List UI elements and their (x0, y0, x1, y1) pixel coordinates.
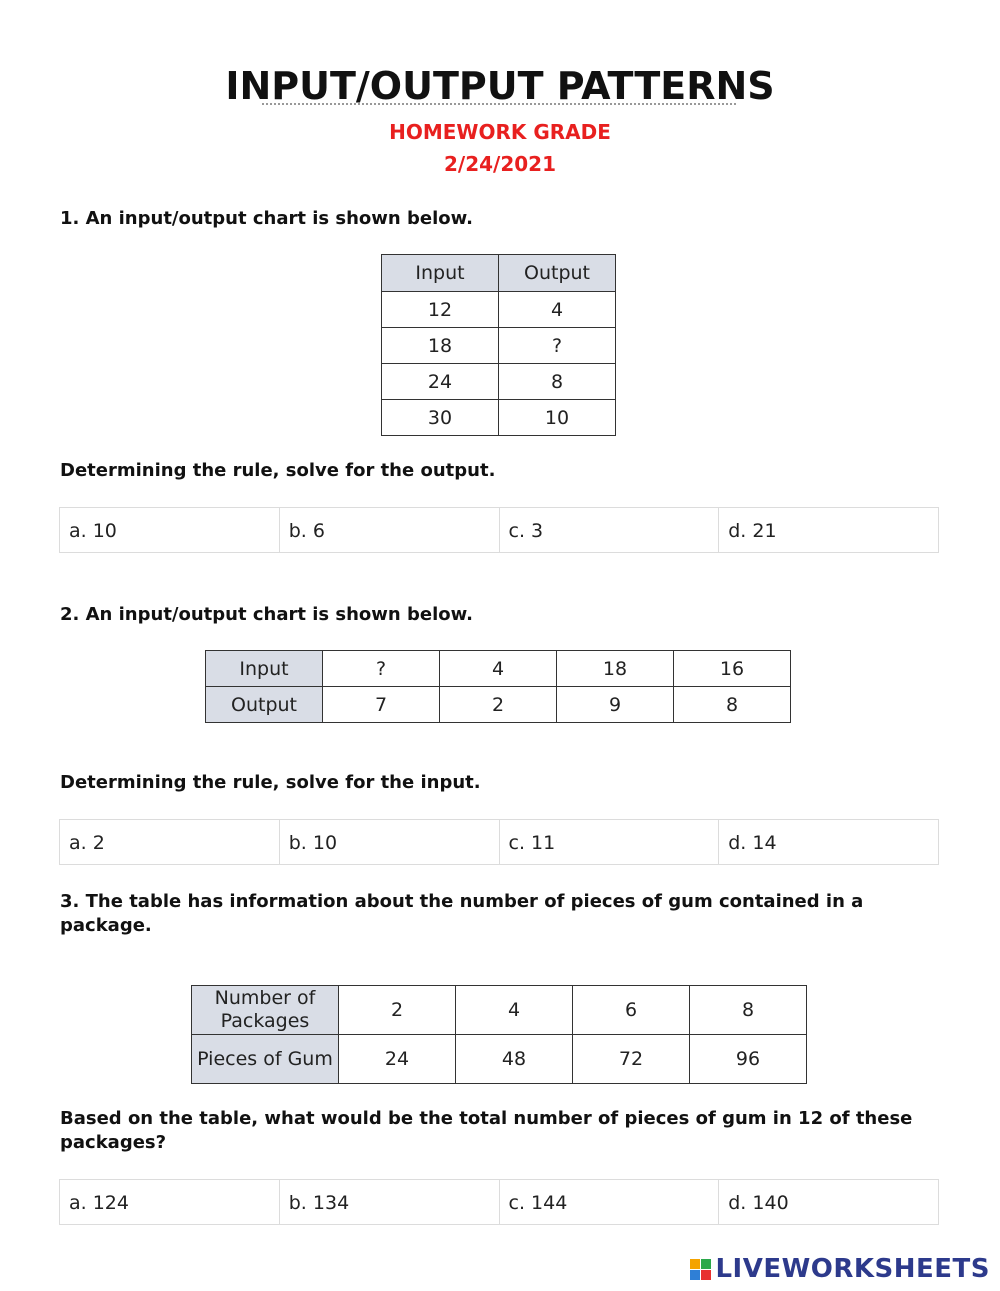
q2-choice-b[interactable]: b. 10 (279, 819, 500, 865)
q1-choice-b[interactable]: b. 6 (279, 507, 500, 553)
logo-square (690, 1259, 700, 1269)
q3-choice-c[interactable]: c. 144 (499, 1179, 720, 1225)
logo-square (701, 1270, 711, 1280)
q2-table (205, 650, 791, 723)
q1-prompt: 1. An input/output chart is shown below. (60, 208, 473, 229)
q1-cell: 4 (499, 292, 616, 328)
q1-choices (59, 507, 939, 553)
q1-cell: ? (499, 328, 616, 364)
q2-choices (59, 819, 939, 865)
q3-header-pieces: Pieces of Gum (192, 1035, 339, 1084)
q1-header-input: Input (382, 255, 499, 292)
q3-header-packages: Number of Packages (192, 986, 339, 1035)
liveworksheets-brand[interactable] (690, 1254, 990, 1284)
q3-cell: 4 (456, 986, 573, 1035)
q3-table (191, 985, 807, 1084)
q1-cell: 10 (499, 400, 616, 436)
q2-cell: 8 (674, 687, 791, 723)
q1-instruction: Determining the rule, solve for the output. (60, 460, 496, 481)
q1-cell: 18 (382, 328, 499, 364)
q1-choice-d[interactable]: d. 21 (718, 507, 939, 553)
q2-header-output: Output (206, 687, 323, 723)
q3-choice-b[interactable]: b. 134 (279, 1179, 500, 1225)
q2-cell: 18 (557, 651, 674, 687)
q1-header-output: Output (499, 255, 616, 292)
q1-cell: 12 (382, 292, 499, 328)
q2-instruction: Determining the rule, solve for the input. (60, 772, 481, 793)
logo-square (690, 1270, 700, 1280)
subtitle: HOMEWORK GRADE (389, 120, 611, 144)
q1-cell: 30 (382, 400, 499, 436)
q3-cell: 8 (690, 986, 807, 1035)
q1-cell: 8 (499, 364, 616, 400)
date: 2/24/2021 (443, 152, 557, 176)
q1-choice-c[interactable]: c. 3 (499, 507, 720, 553)
title-underline (262, 103, 736, 105)
brand-text: LIVEWORKSHEETS (715, 1254, 990, 1284)
q2-cell: 2 (440, 687, 557, 723)
q2-cell: 16 (674, 651, 791, 687)
logo-square (701, 1259, 711, 1269)
q2-header-input: Input (206, 651, 323, 687)
q2-cell: ? (323, 651, 440, 687)
q3-instruction: Based on the table, what would be the total number of pieces of gum in 12 of these packages? (60, 1108, 913, 1153)
liveworksheets-logo-icon (690, 1259, 711, 1280)
q3-cell: 6 (573, 986, 690, 1035)
q3-cell: 96 (690, 1035, 807, 1084)
q3-choices (59, 1179, 939, 1225)
q3-cell: 2 (339, 986, 456, 1035)
q2-choice-c[interactable]: c. 11 (499, 819, 720, 865)
page-title: INPUT/OUTPUT PATTERNS (225, 64, 775, 108)
q3-choice-a[interactable]: a. 124 (59, 1179, 280, 1225)
q2-cell: 4 (440, 651, 557, 687)
q3-cell: 24 (339, 1035, 456, 1084)
q2-cell: 7 (323, 687, 440, 723)
q1-cell: 24 (382, 364, 499, 400)
q3-cell: 48 (456, 1035, 573, 1084)
q3-prompt: 3. The table has information about the number of pieces of gum contained in a package. (60, 891, 864, 936)
q2-choice-d[interactable]: d. 14 (718, 819, 939, 865)
q2-choice-a[interactable]: a. 2 (59, 819, 280, 865)
q1-table (381, 254, 616, 436)
q3-choice-d[interactable]: d. 140 (718, 1179, 939, 1225)
q2-cell: 9 (557, 687, 674, 723)
q1-choice-a[interactable]: a. 10 (59, 507, 280, 553)
q3-cell: 72 (573, 1035, 690, 1084)
q2-prompt: 2. An input/output chart is shown below. (60, 604, 473, 625)
